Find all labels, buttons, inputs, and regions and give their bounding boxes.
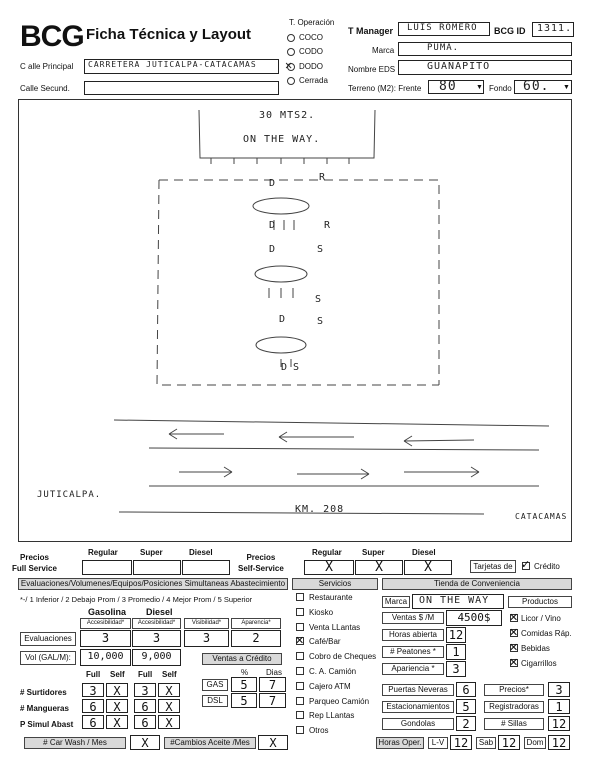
sab-field[interactable]: 12 [498,735,520,750]
servicio-check-mark: ✕ [295,635,305,648]
op-coco: COCO [299,33,323,42]
peatones-field[interactable]: 1 [446,644,466,660]
op-cerrada: Cerrada [299,76,328,85]
self-header-diesel: Self [162,670,177,679]
registradoras-label: Registradoras [484,701,544,713]
producto-label: Bebidas [521,644,550,653]
servicio-checkbox[interactable] [296,697,304,705]
surt-full-gas[interactable]: 3 [82,683,104,697]
full-header-gas: Full [86,670,101,679]
pct-header: % [241,668,249,677]
estacionamientos-label: Estacionamientos [382,701,454,713]
producto-label: Comidas Ráp. [521,629,572,638]
precio-full-diesel[interactable] [182,560,230,575]
apariencia-field[interactable]: 3 [446,661,466,677]
sketch-d1: D [269,178,277,189]
gondolas-label: Gondolas [382,718,454,730]
dodo-mark: ✕ [285,58,294,72]
t-manager-field[interactable]: LUIS ROMERO [398,22,490,36]
producto-label: Licor / Vino [521,614,561,623]
ev-acc-gas[interactable]: 3 [80,630,131,647]
precio-full-super[interactable] [133,560,181,575]
mang-self-gas[interactable]: X [106,699,128,713]
op-codo: CODO [299,47,323,56]
gondolas-field[interactable]: 2 [456,716,476,731]
dom-field[interactable]: 12 [548,735,570,750]
servicio-label: Café/Bar [309,637,341,647]
servicio-label: Otros [309,726,329,736]
sketch-r-top: R [319,172,327,183]
layout-sketch-area [18,99,572,542]
sim-self-diesel[interactable]: X [158,715,180,729]
mang-full-diesel[interactable]: 6 [134,699,156,713]
super-header-self: Super [362,548,385,557]
servicio-checkbox[interactable] [296,623,304,631]
servicio-checkbox[interactable] [296,726,304,734]
estacionamientos-field[interactable]: 5 [456,699,476,714]
producto-check-mark: ✕ [509,657,519,669]
bcg-id-field[interactable]: 1311. [532,22,574,37]
dom-label: Dom [524,737,546,749]
calle-principal-label: C alle Principal [20,62,74,71]
vol-gas[interactable]: 10,000 [80,649,131,666]
radio-cerrada[interactable] [287,77,295,85]
precios-self-label: Precios Self-Service [238,553,284,573]
hdr-acc-gas: Accesibilidad* [80,618,131,629]
self-header-gas: Self [110,670,125,679]
surt-self-diesel[interactable]: X [158,683,180,697]
t-operacion-label: T. Operación [289,18,335,27]
tienda-marca-label: Marca [382,596,410,608]
servicio-label: Parqueo Camión [309,696,370,706]
servicio-checkbox[interactable] [296,682,304,690]
layout-sketch [19,100,571,541]
tarjetas-label: Tarjetas de [470,560,516,573]
surt-self-gas[interactable]: X [106,683,128,697]
precios-tienda-field[interactable]: 3 [548,682,570,697]
producto-check-mark: ✕ [509,642,519,654]
sim-full-diesel[interactable]: 6 [134,715,156,729]
producto-label: Cigarrillos [521,659,557,668]
diesel-header: Diesel [146,607,173,617]
ev-acc-diesel[interactable]: 3 [132,630,181,647]
fondo-label: Fondo [489,84,512,93]
neveras-label: Puertas Neveras [382,684,454,696]
credito-label: Crédito [534,562,560,571]
evaluaciones-header-bar: Evaluaciones/Volumenes/Equipos/Posiciones Simultaneas Abastecimiento [18,578,288,590]
radio-codo[interactable] [287,48,295,56]
rating-scale: *-/ 1 Inferior / 2 Debajo Prom / 3 Promedio / 4 Mejor Prom / 5 Superior [20,595,253,604]
precio-self-regular[interactable]: X [304,560,354,575]
fondo-dropdown-icon[interactable]: ▼ [563,84,570,91]
calle-secund-label: Calle Secund. [20,84,70,93]
page-title: Ficha Técnica y Layout [86,26,252,43]
gas-label: GAS [202,679,228,691]
neveras-field[interactable]: 6 [456,682,476,697]
sillas-field[interactable]: 12 [548,716,570,731]
super-header-full: Super [140,548,163,557]
sketch-s1: S [317,244,325,255]
servicio-checkbox[interactable] [296,608,304,616]
nombre-eds-field[interactable]: GUANAPITO [398,60,572,75]
simul-label: P Simul Abast [20,720,74,729]
sketch-right-town: CATACAMAS [515,512,568,521]
horas-abierta-field[interactable]: 12 [446,627,466,643]
peatones-label: # Peatones * [382,646,444,658]
hdr-apa: Aparencia* [231,618,281,629]
sketch-d3: D [269,244,277,255]
servicio-label: Rep LLantas [309,711,355,721]
dsl-label: DSL [202,695,228,707]
servicios-header-bar: Servicios [292,578,378,590]
sketch-way-text: ON THE WAY. [243,134,321,145]
servicio-checkbox[interactable] [296,593,304,601]
sketch-r2: R [324,220,332,231]
bcg-logo: BCG [20,20,84,53]
diesel-header-self: Diesel [412,548,436,557]
sketch-km: KM. 208 [295,504,345,515]
sab-label: Sab [476,737,496,749]
marca-field[interactable]: PUMA. [398,42,572,56]
ventas-label: Ventas $ /M [382,612,444,624]
servicio-checkbox[interactable] [296,652,304,660]
diesel-header-full: Diesel [189,548,213,557]
sketch-left-town: JUTICALPA. [37,490,102,500]
evaluaciones-label: Evaluaciones [20,632,76,646]
ventas-credito-label: Ventas a Crédito [202,653,282,665]
servicio-label: Venta LLantas [309,622,361,632]
servicio-checkbox[interactable] [296,667,304,675]
hdr-vis: Visibilidad* [184,618,229,629]
dsl-dias[interactable]: 7 [259,693,286,708]
sketch-d4: D [279,314,287,325]
t-manager-label: T Manager [348,26,394,36]
vol-diesel[interactable]: 9,000 [132,649,181,666]
precio-self-diesel[interactable]: X [404,560,452,575]
servicio-checkbox[interactable] [296,711,304,719]
tienda-marca-field[interactable]: ON THE WAY [412,594,504,609]
horas-oper-label: Horas Oper. [376,737,424,749]
carwash-label: # Car Wash / Mes [24,737,126,749]
vol-label: Vol (GAL/M): [20,651,76,665]
servicio-label: Restaurante [309,593,353,602]
sketch-s4: S [293,362,301,373]
radio-coco[interactable] [287,34,295,42]
precio-full-regular[interactable] [82,560,132,575]
sketch-area-text: 30 MTS2. [259,110,316,121]
producto-check-mark: ✕ [509,627,519,639]
sketch-s3: S [317,316,325,327]
surtidores-label: # Surtidores [20,688,67,697]
regular-header-self: Regular [312,548,342,557]
sketch-d5: D [281,362,289,373]
gas-dias[interactable]: 7 [259,677,286,692]
precio-self-super[interactable]: X [355,560,403,575]
sim-self-gas[interactable]: X [106,715,128,729]
nombre-eds-label: Nombre EDS [348,65,396,74]
mang-full-gas[interactable]: 6 [82,699,104,713]
regular-header-full: Regular [88,548,118,557]
calle-principal-field[interactable]: CARRETERA JUTICALPA-CATACAMAS [84,59,279,74]
gasolina-header: Gasolina [88,607,127,617]
op-dodo: DODO [299,62,323,71]
precios-full-label: Precios Full Service [12,553,57,573]
ev-vis[interactable]: 3 [184,630,229,647]
lv-label: L-V [428,737,448,749]
fondo-field[interactable]: 60. [514,80,572,94]
mangueras-label: # Mangueras [20,704,69,713]
lv-field[interactable]: 12 [450,735,472,750]
frente-dropdown-icon[interactable]: ▼ [476,84,483,91]
sim-full-gas[interactable]: 6 [82,715,104,729]
surt-full-diesel[interactable]: 3 [134,683,156,697]
calle-secund-field[interactable] [84,81,279,95]
marca-label: Marca [372,46,395,55]
hdr-acc-diesel: Accesibilidad* [132,618,181,629]
sketch-d2: D [269,220,277,231]
ev-apa[interactable]: 2 [231,630,281,647]
horas-abierta-label: Horas abierta [382,629,444,641]
ventas-field[interactable]: 4500$ [446,610,502,626]
cambios-label: #Cambios Aceite /Mes [164,737,256,749]
terreno-label: Terreno (M2): Frente [348,84,422,93]
credito-check-mark: ✓ [521,559,531,571]
servicio-label: Kiosko [309,607,334,617]
servicio-label: C. A. Camión [309,667,357,676]
frente-field[interactable]: 80 [428,80,484,94]
productos-label: Productos [508,596,572,608]
producto-check-mark: ✕ [509,612,519,624]
carwash-field[interactable]: X [130,735,160,750]
gas-pct[interactable]: 5 [231,677,257,692]
registradoras-field[interactable]: 1 [548,699,570,714]
dsl-pct[interactable]: 5 [231,693,257,708]
bcg-id-label: BCG ID [494,26,526,36]
sillas-label: # Sillas [484,718,544,730]
sketch-s2: S [315,294,323,305]
tienda-header-bar: Tienda de Conveniencia [382,578,572,590]
precios-tienda-label: Precios* [484,684,544,696]
servicio-label: Cajero ATM [309,681,351,691]
cambios-field[interactable]: X [258,735,288,750]
full-header-diesel: Full [138,670,153,679]
apariencia-label: Apariencia * [382,663,444,675]
mang-self-diesel[interactable]: X [158,699,180,713]
servicio-label: Cobro de Cheques [309,652,377,662]
dias-header: Dias [266,668,283,677]
